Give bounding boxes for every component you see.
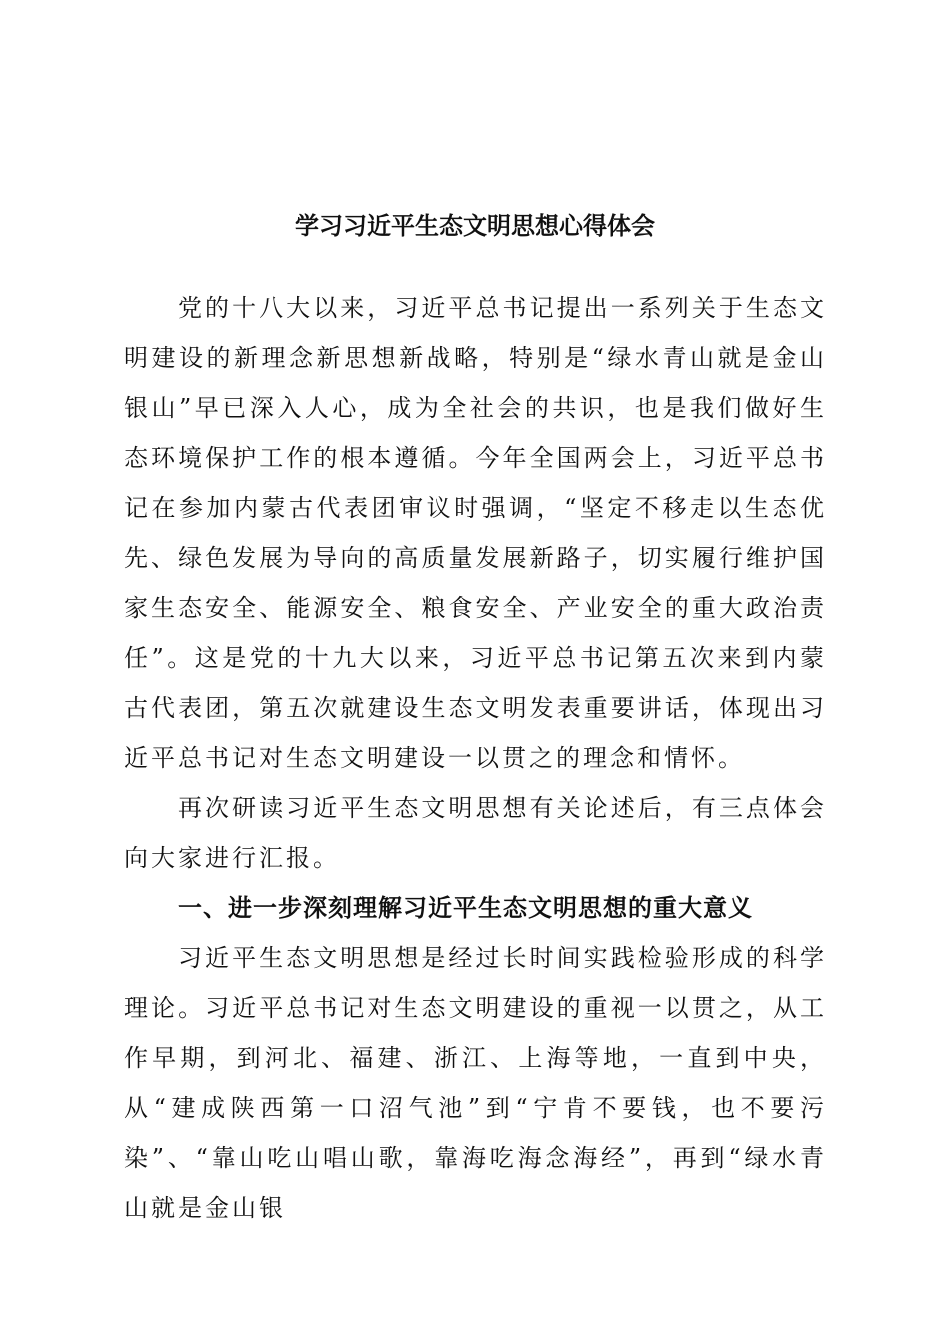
paragraph-report: 再次研读习近平生态文明思想有关论述后，有三点体会向大家进行汇报。	[124, 794, 827, 872]
document-body	[124, 283, 827, 1233]
paragraph-intro: 党的十八大以来，习近平总书记提出一系列关于生态文明建设的新理念新思想新战略，特别是“绿水青山就是金山银山”早已深入人心，成为全社会的共识，也是我们做好生态环境保护工作的根本遵循。今年全国两会上，习近平总书记在参加内蒙古代表团审议时强调，“坚定不移走以生态优先、绿色发展为导向的高质量发展新路子，切实履行维护国家生态安全、能源安全、粮食安全、产业安全的重大政治责任”。这是党的十九大以来，习近平总书记第五次来到内蒙古代表团，第五次就建设生态文明发表重要讲话，体现出习近平总书记对生态文明建设一以贯之的理念和情怀。	[124, 294, 827, 772]
section-heading-1: 一、进一步深刻理解习近平生态文明思想的重大意义	[178, 894, 753, 922]
document-title: 学习习近平生态文明思想心得体会	[295, 212, 655, 240]
paragraph-section-1: 习近平生态文明思想是经过长时间实践检验形成的科学理论。习近平总书记对生态文明建设的重视一以贯之，从工作早期，到河北、福建、浙江、上海等地，一直到中央，从“建成陕西第一口沼气池”到“宁肯不要钱，也不要污染”、“靠山吃山唱山歌，靠海吃海念海经”，再到“绿水青山就是金山银	[124, 944, 827, 1222]
